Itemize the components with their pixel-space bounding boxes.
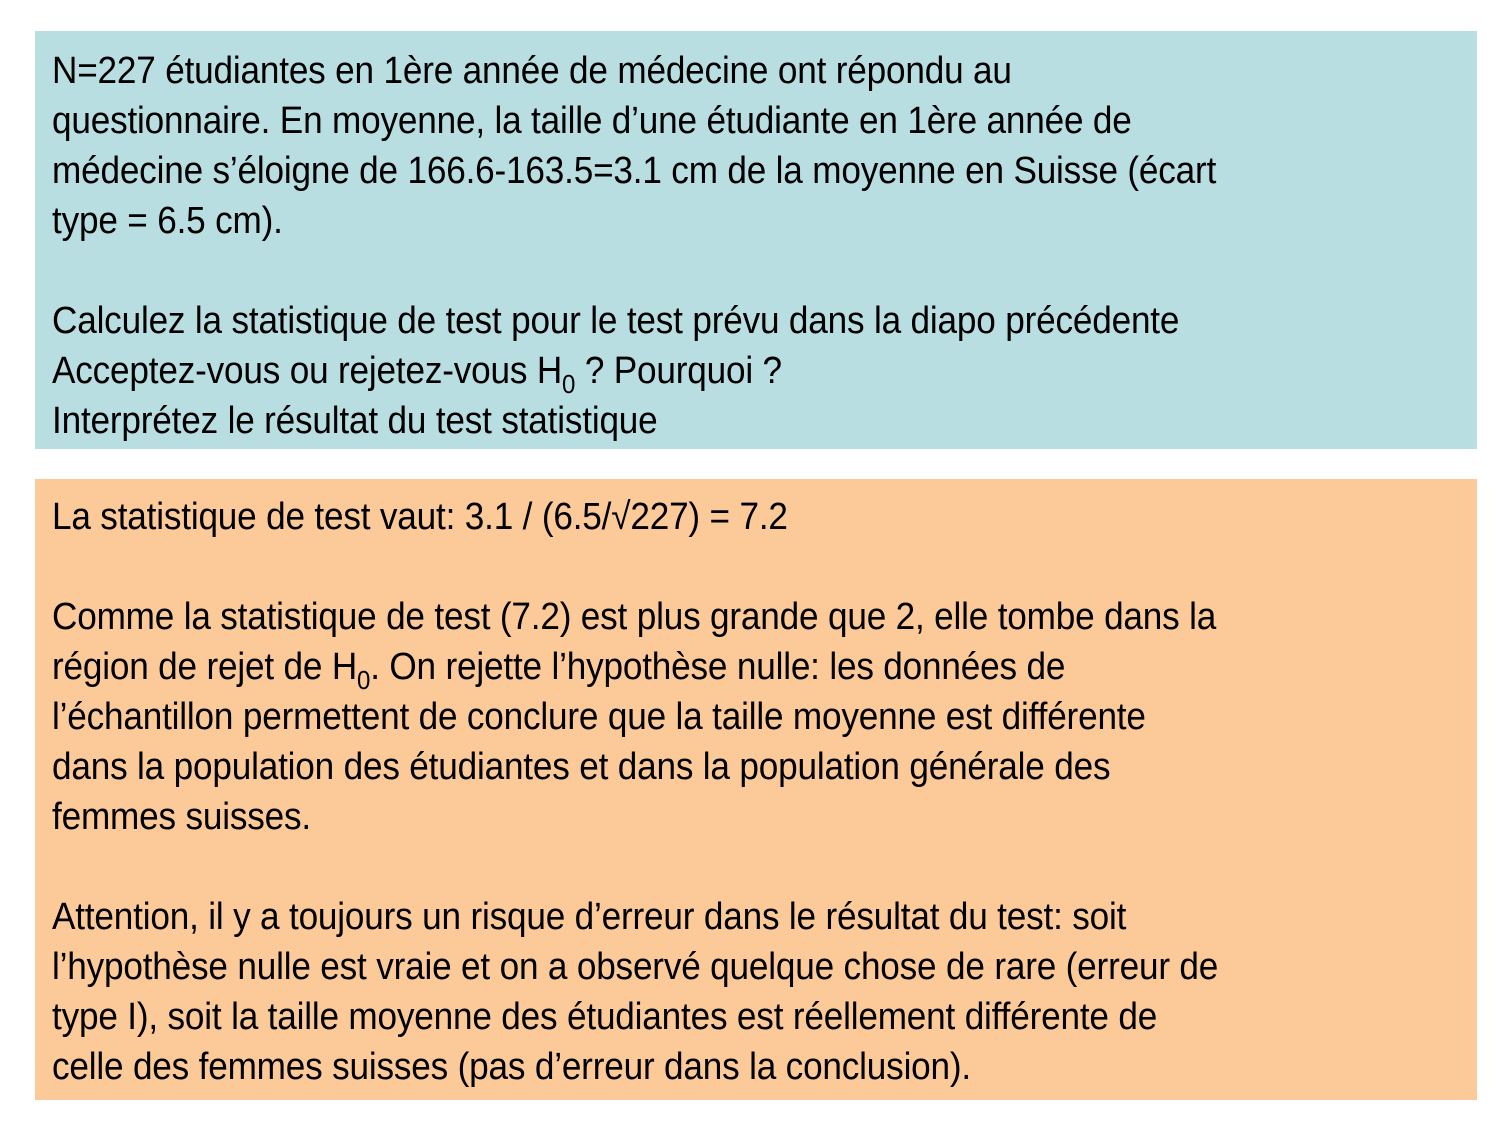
question-line: questionnaire. En moyenne, la taille d’une étudiante en 1ère année de bbox=[52, 100, 1132, 142]
answer-box bbox=[35, 479, 1477, 1100]
question-line: type = 6.5 cm). bbox=[52, 200, 283, 242]
question-line-h0 bbox=[52, 346, 782, 399]
answer-line: Attention, il y a toujours un risque d’erreur dans le résultat du test: soit bbox=[52, 896, 1127, 938]
answer-line: dans la population des étudiantes et dans la population générale des bbox=[52, 746, 1111, 788]
answer-line-h0 bbox=[52, 642, 1066, 695]
answer-text: région de rejet de H bbox=[52, 646, 358, 688]
answer-line: celle des femmes suisses (pas d’erreur dans la conclusion). bbox=[52, 1046, 972, 1088]
answer-line: l’hypothèse nulle est vraie et on a observé quelque chose de rare (erreur de bbox=[52, 946, 1219, 988]
h0-subscript: 0 bbox=[562, 369, 576, 399]
answer-line: La statistique de test vaut: 3.1 / (6.5/√227) = 7.2 bbox=[52, 496, 788, 538]
question-line: N=227 étudiantes en 1ère année de médecine ont répondu au bbox=[52, 50, 1012, 92]
answer-line: l’échantillon permettent de conclure que la taille moyenne est différente bbox=[52, 696, 1146, 738]
answer-text: . On rejette l’hypothèse nulle: les données de bbox=[370, 646, 1066, 688]
question-line: médecine s’éloigne de 166.6-163.5=3.1 cm de la moyenne en Suisse (écart bbox=[52, 150, 1217, 192]
question-text: Acceptez-vous ou rejetez-vous H bbox=[52, 350, 563, 392]
answer-line: femmes suisses. bbox=[52, 796, 311, 838]
question-line: Interprétez le résultat du test statistique bbox=[52, 400, 658, 442]
h0-subscript: 0 bbox=[357, 665, 371, 695]
question-box bbox=[35, 31, 1477, 449]
question-text: ? Pourquoi ? bbox=[575, 350, 782, 392]
question-line: Calculez la statistique de test pour le test prévu dans la diapo précédente bbox=[52, 300, 1180, 342]
answer-line: Comme la statistique de test (7.2) est plus grande que 2, elle tombe dans la bbox=[52, 596, 1217, 638]
answer-line: type I), soit la taille moyenne des étudiantes est réellement différente de bbox=[52, 996, 1158, 1038]
